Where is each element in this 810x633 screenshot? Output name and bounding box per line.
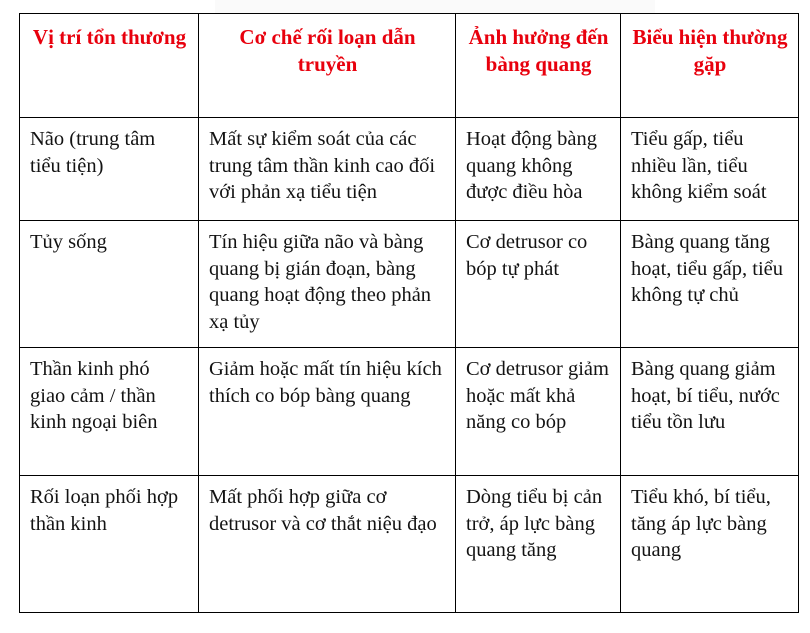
table-row xyxy=(20,348,799,476)
table-row xyxy=(20,118,799,221)
cell-symptoms: Bàng quang giảm hoạt, bí tiểu, nước tiểu tồn lưu xyxy=(621,348,799,476)
header-row xyxy=(20,14,799,118)
cell-location: Tủy sống xyxy=(20,221,199,348)
column-header-bladder-effect: Ảnh hưởng đến bàng quang xyxy=(456,14,621,118)
cell-bladder-effect: Hoạt động bàng quang không được điều hòa xyxy=(456,118,621,221)
cell-bladder-effect: Dòng tiểu bị cản trở, áp lực bàng quang tăng xyxy=(456,476,621,613)
neuro-bladder-table xyxy=(19,13,799,613)
table-header xyxy=(20,14,799,118)
cell-mechanism: Tín hiệu giữa não và bàng quang bị gián đoạn, bàng quang hoạt động theo phản xạ tủy xyxy=(199,221,456,348)
table-container xyxy=(19,13,798,612)
column-header-location: Vị trí tổn thương xyxy=(20,14,199,118)
cell-mechanism: Giảm hoặc mất tín hiệu kích thích co bóp bàng quang xyxy=(199,348,456,476)
cell-location: Não (trung tâm tiểu tiện) xyxy=(20,118,199,221)
table-row xyxy=(20,221,799,348)
cell-symptoms: Tiểu khó, bí tiểu, tăng áp lực bàng quang xyxy=(621,476,799,613)
cell-bladder-effect: Cơ detrusor giảm hoặc mất khả năng co bóp xyxy=(456,348,621,476)
table-body xyxy=(20,118,799,613)
cell-mechanism: Mất sự kiểm soát của các trung tâm thần kinh cao đối với phản xạ tiểu tiện xyxy=(199,118,456,221)
cell-mechanism: Mất phối hợp giữa cơ detrusor và cơ thắt niệu đạo xyxy=(199,476,456,613)
top-edge-band xyxy=(215,0,655,13)
column-header-symptoms: Biểu hiện thường gặp xyxy=(621,14,799,118)
cell-location: Thần kinh phó giao cảm / thần kinh ngoại biên xyxy=(20,348,199,476)
cell-bladder-effect: Cơ detrusor co bóp tự phát xyxy=(456,221,621,348)
cell-location: Rối loạn phối hợp thần kinh xyxy=(20,476,199,613)
table-row xyxy=(20,476,799,613)
cell-symptoms: Tiểu gấp, tiểu nhiều lần, tiểu không kiểm soát xyxy=(621,118,799,221)
column-header-mechanism: Cơ chế rối loạn dẫn truyền xyxy=(199,14,456,118)
cell-symptoms: Bàng quang tăng hoạt, tiểu gấp, tiểu không tự chủ xyxy=(621,221,799,348)
